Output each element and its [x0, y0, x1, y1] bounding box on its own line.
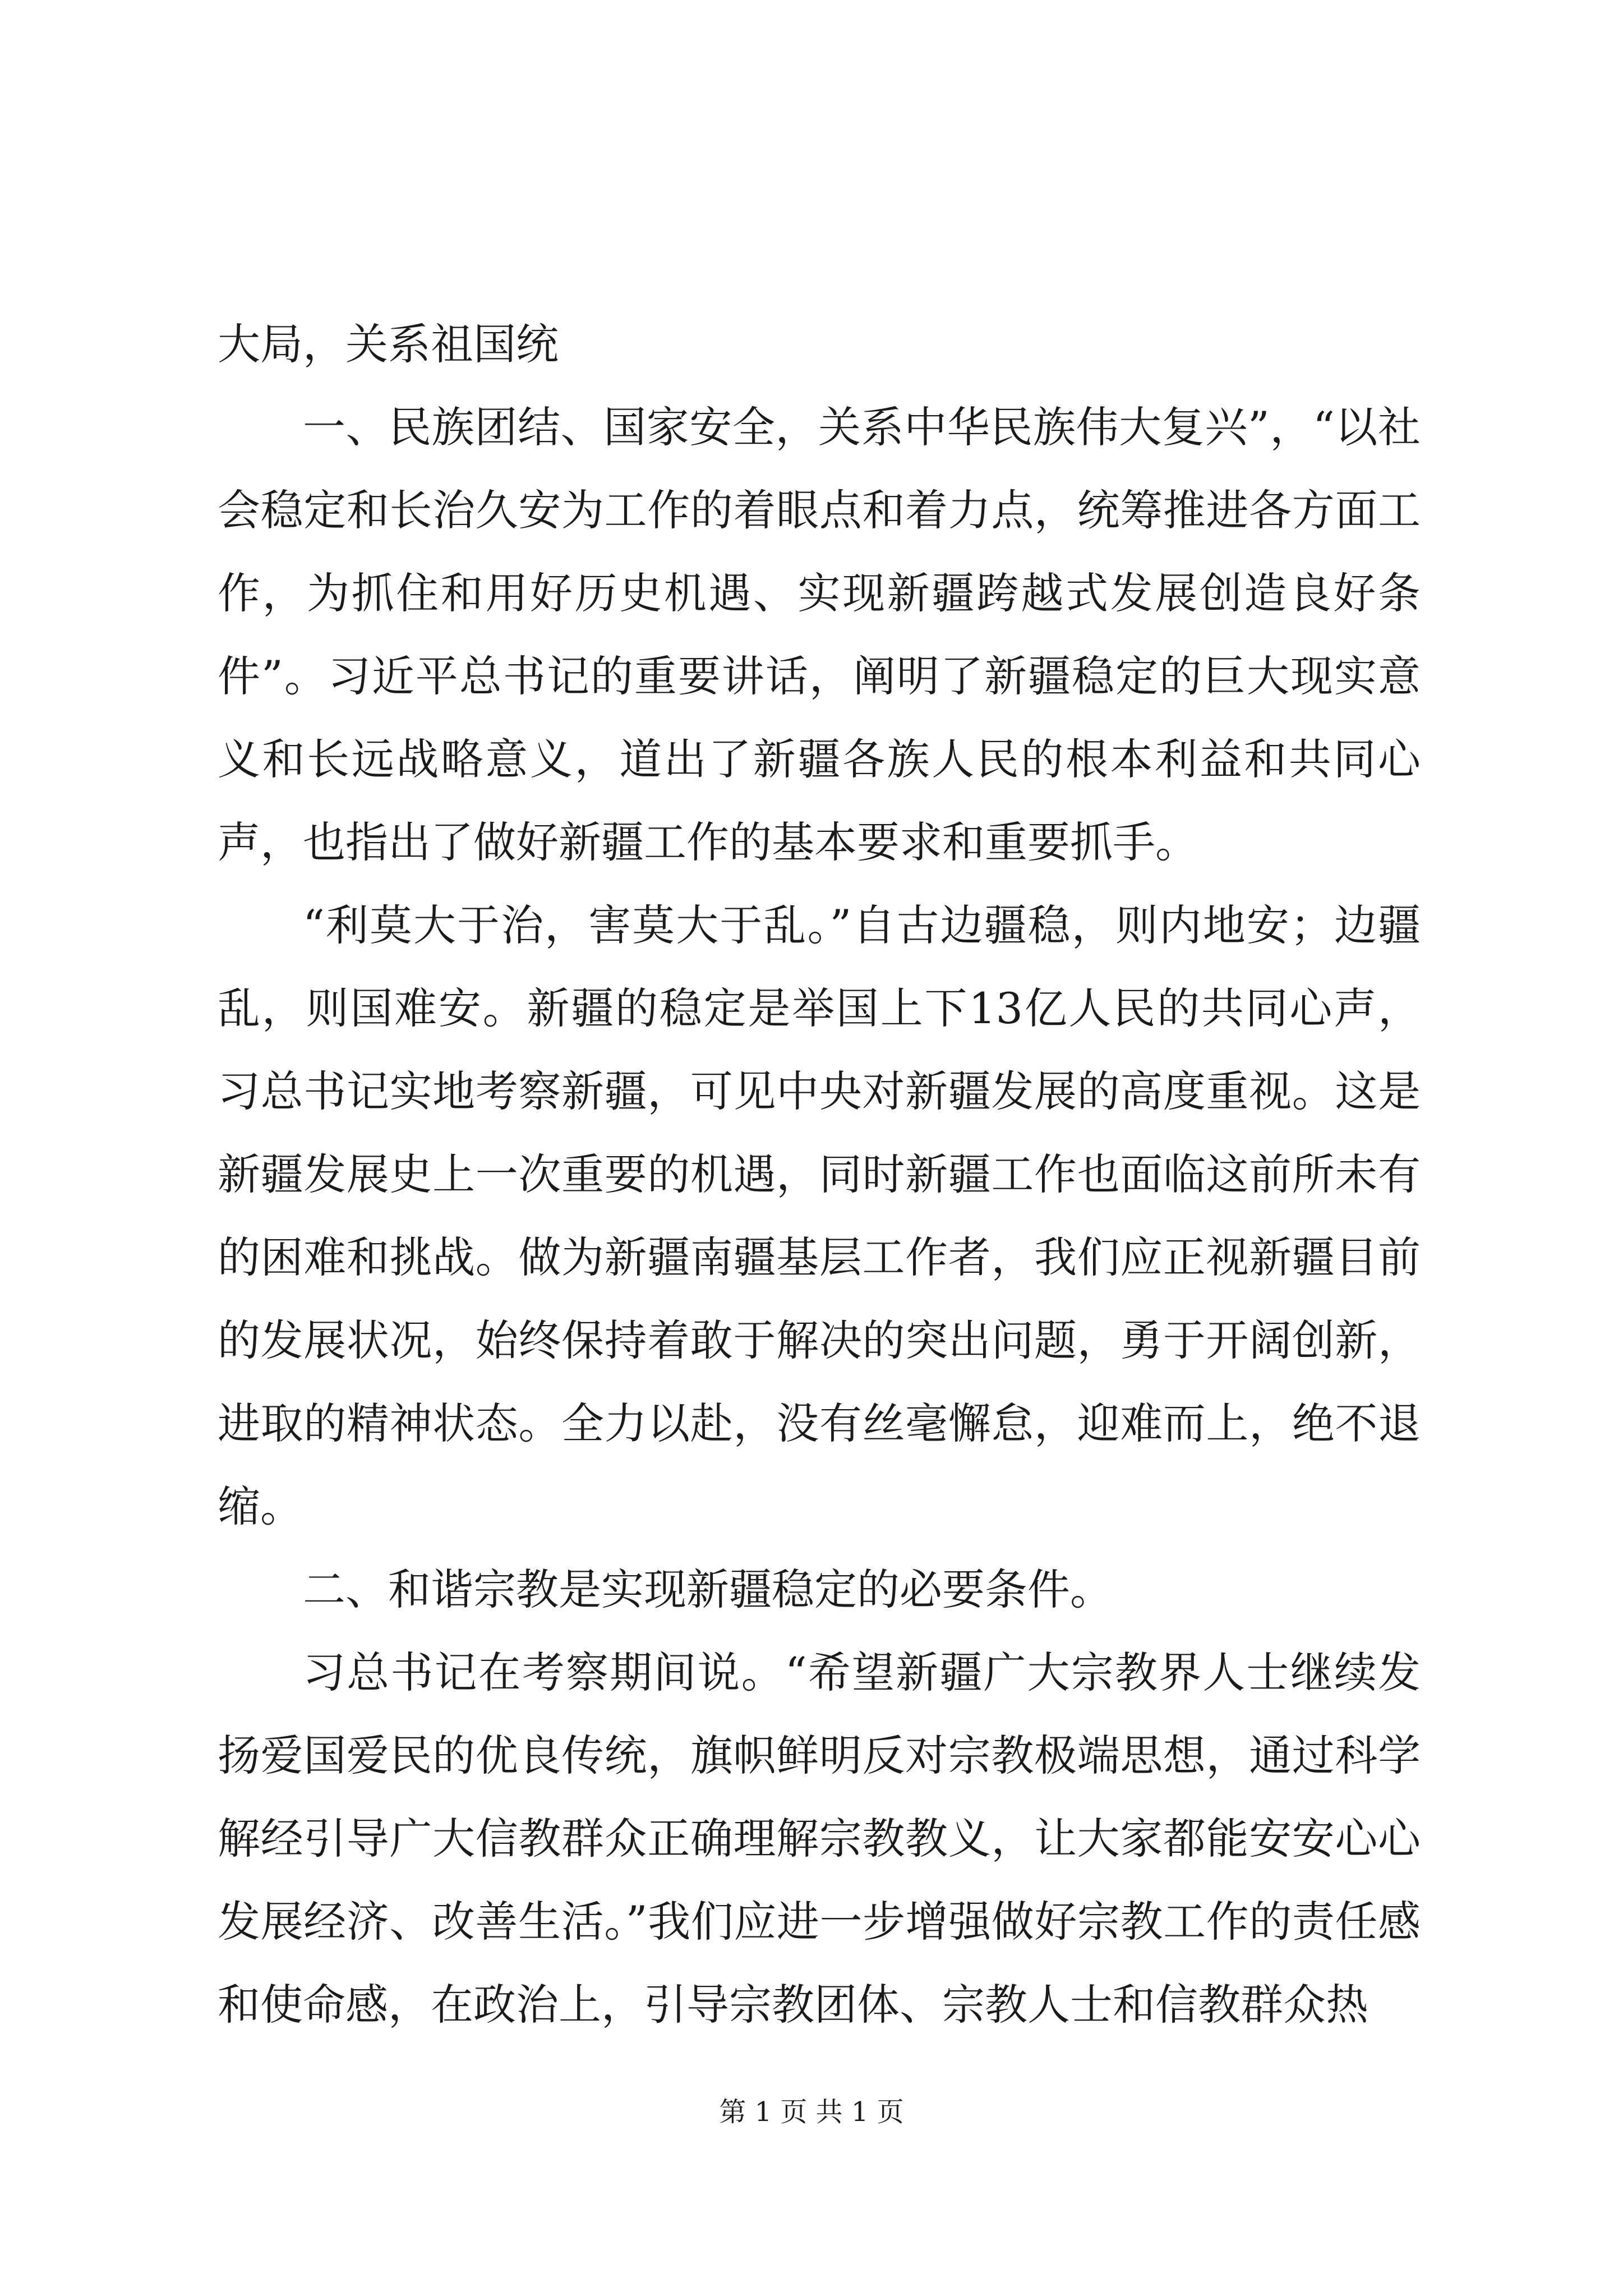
paragraph-4: 二、和谐宗教是实现新疆稳定的必要条件。: [303, 1565, 1113, 1614]
paragraph-3: “利莫大于治，害莫大于乱。”自古边疆稳，则内地安；边疆乱，则国难安。新疆的稳定是举国上下13亿人民的共同心声，习总书记实地考察新疆，可见中央对新疆发展的高度重视。这是新疆发展史上一次重要的机遇，同时新疆工作也面临这前所未有的困难和挑战。做为新疆南疆基层工作者，我们应正视新疆目前的发展状况，始终保持着敢于解决的突出问题，勇于开阔创新，进取的精神状态。全力以赴，没有丝毫懈怠，迎难而上，绝不退缩。: [218, 900, 1421, 1531]
document-body: [218, 303, 1421, 2046]
paragraph-1: 大局，关系祖国统: [218, 319, 559, 369]
paragraph-5: 习总书记在考察期间说。“希望新疆广大宗教界人士继续发扬爱国爱民的优良传统，旗帜鲜明反对宗教极端思想，通过科学解经引导广大信教群众正确理解宗教教义，让大家都能安安心心发展经济、改善生活。”我们应进一步增强做好宗教工作的责任感和使命感，在政治上，引导宗教团体、宗教人士和信教群众热: [218, 1648, 1421, 2030]
page-footer: 第 1 页 共 1 页: [719, 2096, 904, 2128]
paragraph-2: 一、民族团结、国家安全，关系中华民族伟大复兴”，“以社会稳定和长治久安为工作的着眼点和着力点，统筹推进各方面工作，为抓住和用好历史机遇、实现新疆跨越式发展创造良好条件”。习近平总书记的重要讲话，阐明了新疆稳定的巨大现实意义和长远战略意义，道出了新疆各族人民的根本利益和共同心声，也指出了做好新疆工作的基本要求和重要抓手。: [218, 402, 1421, 867]
